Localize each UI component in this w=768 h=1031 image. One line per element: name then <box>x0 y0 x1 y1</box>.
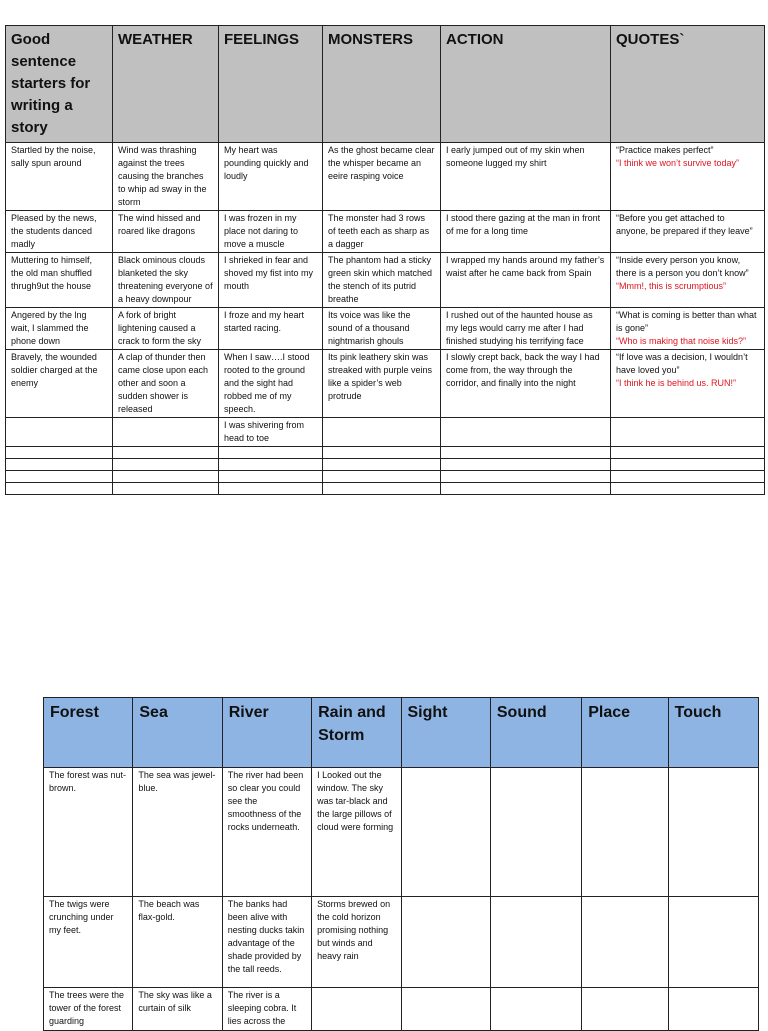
action-cell: I stood there gazing at the man in front of me for a long time <box>441 211 611 253</box>
empty-cell <box>441 459 611 471</box>
empty-cell <box>6 471 113 483</box>
feelings-cell: I shrieked in fear and shoved my fist into my mouth <box>219 253 323 308</box>
descriptive-vocabulary-table <box>43 697 759 1031</box>
action-cell: I rushed out of the haunted house as my legs would carry me after I had finished studying his terrifying face <box>441 308 611 350</box>
monsters-cell: Its pink leathery skin was streaked with purple veins like a spider’s web protrude <box>323 350 441 418</box>
river-cell: The river is a sleeping cobra. It lies across the <box>222 988 311 1031</box>
empty-cell <box>611 459 765 471</box>
starter-cell: Muttering to himself, the old man shuffled thrugh9ut the house <box>6 253 113 308</box>
empty-cell <box>490 988 581 1031</box>
header-quotes: QUOTES` <box>611 26 765 143</box>
quote-text-red: “I think he is behind us. RUN!” <box>616 378 737 388</box>
weather-cell: Wind was thrashing against the trees causing the branches to whip ad sway in the storm <box>113 143 219 211</box>
starter-cell: Pleased by the news, the students danced madly <box>6 211 113 253</box>
empty-cell <box>323 418 441 447</box>
empty-row <box>6 459 765 471</box>
empty-row <box>6 471 765 483</box>
table-row <box>44 897 759 988</box>
empty-cell <box>490 897 581 988</box>
feelings-cell: I was frozen in my place not daring to move a muscle <box>219 211 323 253</box>
monsters-cell: The phantom had a sticky green skin which matched the stench of its putrid breathe <box>323 253 441 308</box>
table-row <box>6 350 765 418</box>
quote-cell <box>611 253 765 308</box>
header-sentence-starters: Good sentence starters for writing a story <box>6 26 113 143</box>
quote-text-red: “Mmm!, this is scrumptious” <box>616 281 727 291</box>
sea-cell: The sea was jewel-blue. <box>133 768 222 897</box>
feelings-cell: I was shivering from head to toe <box>219 418 323 447</box>
empty-cell <box>401 988 490 1031</box>
feelings-cell: I froze and my heart started racing. <box>219 308 323 350</box>
empty-cell <box>113 471 219 483</box>
starter-cell: Startled by the noise, sally spun around <box>6 143 113 211</box>
empty-cell <box>582 768 668 897</box>
header-action: ACTION <box>441 26 611 143</box>
header-feelings: FEELINGS <box>219 26 323 143</box>
forest-cell: The forest was nut-brown. <box>44 768 133 897</box>
weather-cell: A clap of thunder then came close upon each other and soon a sudden shower is released <box>113 350 219 418</box>
header-monsters: MONSTERS <box>323 26 441 143</box>
empty-cell <box>401 897 490 988</box>
action-cell: I wrapped my hands around my father’s waist after he came back from Spain <box>441 253 611 308</box>
sea-cell: The beach was flax-gold. <box>133 897 222 988</box>
starter-cell: Bravely, the wounded soldier charged at the enemy <box>6 350 113 418</box>
sea-cell: The sky was like a curtain of silk <box>133 988 222 1031</box>
empty-cell <box>441 471 611 483</box>
empty-cell <box>441 447 611 459</box>
empty-cell <box>113 459 219 471</box>
header-river: River <box>222 698 311 768</box>
empty-cell <box>6 483 113 495</box>
empty-cell <box>113 418 219 447</box>
action-cell: I slowly crept back, back the way I had come from, the way through the corridor, and finally into the night <box>441 350 611 418</box>
empty-cell <box>611 447 765 459</box>
story-starters-table <box>5 25 765 495</box>
empty-cell <box>611 483 765 495</box>
quote-text: “Before you get attached to anyone, be prepared if they leave” <box>616 213 753 236</box>
monsters-cell: As the ghost became clear the whisper became an eeire rasping voice <box>323 143 441 211</box>
table-row <box>6 418 765 447</box>
quote-text: “What is coming is better than what is gone” <box>616 310 757 333</box>
header-place: Place <box>582 698 668 768</box>
monsters-cell: The monster had 3 rows of teeth each as sharp as a dagger <box>323 211 441 253</box>
header-sea: Sea <box>133 698 222 768</box>
header-weather: WEATHER <box>113 26 219 143</box>
empty-cell <box>582 988 668 1031</box>
empty-cell <box>219 471 323 483</box>
header-rain-and-storm: Rain and Storm <box>312 698 401 768</box>
forest-cell: The twigs were crunching under my feet. <box>44 897 133 988</box>
river-cell: The river had been so clear you could see the smoothness of the rocks underneath. <box>222 768 311 897</box>
empty-cell <box>611 418 765 447</box>
starter-cell: Angered by the lng wait, I slammed the phone down <box>6 308 113 350</box>
table-row <box>6 308 765 350</box>
table-row <box>6 143 765 211</box>
quote-text: “If love was a decision, I wouldn’t have loved you” <box>616 352 748 375</box>
rain-storm-cell <box>312 988 401 1031</box>
empty-row <box>6 447 765 459</box>
empty-cell <box>668 988 758 1031</box>
weather-cell: Black ominous clouds blanketed the sky threatening everyone of a heavy downpour <box>113 253 219 308</box>
empty-cell <box>668 768 758 897</box>
empty-cell <box>6 418 113 447</box>
header-sound: Sound <box>490 698 581 768</box>
quote-cell <box>611 308 765 350</box>
empty-cell <box>441 418 611 447</box>
table-row <box>6 253 765 308</box>
empty-cell <box>6 459 113 471</box>
quote-cell <box>611 350 765 418</box>
table-row <box>44 988 759 1031</box>
forest-cell: The trees were the tower of the forest guarding <box>44 988 133 1031</box>
empty-cell <box>113 447 219 459</box>
feelings-cell: When I saw….I stood rooted to the ground and the sight had robbed me of my speech. <box>219 350 323 418</box>
header-sight: Sight <box>401 698 490 768</box>
empty-cell <box>113 483 219 495</box>
empty-cell <box>323 459 441 471</box>
river-cell: The banks had been alive with nesting ducks takin advantage of the shade provided by the tall reeds. <box>222 897 311 988</box>
empty-cell <box>6 447 113 459</box>
quote-text-red: “Who is making that noise kids?” <box>616 336 747 346</box>
table1-header-row <box>6 26 765 143</box>
quote-cell <box>611 211 765 253</box>
empty-cell <box>441 483 611 495</box>
weather-cell: A fork of bright lightening caused a crack to form the sky <box>113 308 219 350</box>
empty-cell <box>323 471 441 483</box>
feelings-cell: My heart was pounding quickly and loudly <box>219 143 323 211</box>
monsters-cell: Its voice was like the sound of a thousand nightmarish ghouls <box>323 308 441 350</box>
weather-cell: The wind hissed and roared like dragons <box>113 211 219 253</box>
table-row <box>44 768 759 897</box>
action-cell: I early jumped out of my skin when someone lugged my shirt <box>441 143 611 211</box>
quote-cell <box>611 143 765 211</box>
rain-storm-cell: I Looked out the window. The sky was tar-black and the large pillows of cloud were forming <box>312 768 401 897</box>
header-touch: Touch <box>668 698 758 768</box>
quote-text-red: “I think we won’t survive today” <box>616 158 740 168</box>
empty-row <box>6 483 765 495</box>
empty-cell <box>323 483 441 495</box>
empty-cell <box>323 447 441 459</box>
table2-header-row <box>44 698 759 768</box>
empty-cell <box>219 447 323 459</box>
empty-cell <box>668 897 758 988</box>
empty-cell <box>582 897 668 988</box>
empty-cell <box>401 768 490 897</box>
rain-storm-cell: Storms brewed on the cold horizon promising nothing but winds and heavy rain <box>312 897 401 988</box>
quote-text: “Practice makes perfect” <box>616 145 714 155</box>
header-forest: Forest <box>44 698 133 768</box>
table-row <box>6 211 765 253</box>
empty-cell <box>219 459 323 471</box>
empty-cell <box>611 471 765 483</box>
quote-text: “Inside every person you know, there is a person you don’t know” <box>616 255 749 278</box>
empty-cell <box>219 483 323 495</box>
empty-cell <box>490 768 581 897</box>
